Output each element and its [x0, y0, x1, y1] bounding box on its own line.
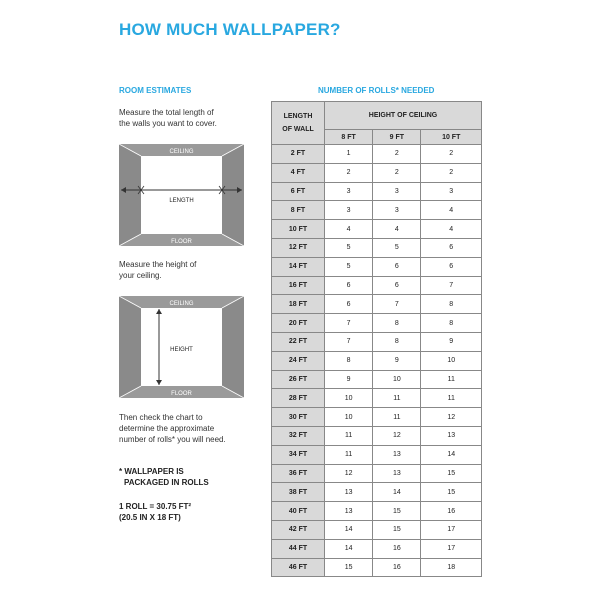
rolls-cell: 10 — [325, 408, 373, 427]
table-row — [272, 295, 482, 314]
wall-length-cell: 36 FT — [272, 464, 325, 483]
rolls-cell: 7 — [325, 332, 373, 351]
rolls-table-body — [272, 145, 482, 577]
rolls-cell: 18 — [421, 558, 482, 577]
wall-length-cell: 32 FT — [272, 426, 325, 445]
step2-line: Measure the height of — [119, 260, 197, 269]
footnote-line: * WALLPAPER IS — [119, 467, 184, 476]
rolls-cell: 14 — [373, 483, 421, 502]
rolls-cell: 13 — [373, 445, 421, 464]
rolls-cell: 7 — [325, 314, 373, 333]
table-row — [272, 145, 482, 164]
step1-text — [119, 107, 217, 129]
rolls-cell: 16 — [373, 558, 421, 577]
rolls-cell: 2 — [421, 163, 482, 182]
rolls-cell: 15 — [421, 464, 482, 483]
rolls-cell: 13 — [325, 502, 373, 521]
table-heading: NUMBER OF ROLLS* NEEDED — [318, 86, 435, 95]
step3-text — [119, 412, 226, 445]
table-row — [272, 201, 482, 220]
table-row — [272, 332, 482, 351]
rolls-cell: 11 — [421, 389, 482, 408]
wall-length-cell: 30 FT — [272, 408, 325, 427]
rolls-cell: 10 — [373, 370, 421, 389]
diagram2-floor-label: FLOOR — [171, 391, 192, 397]
table-row — [272, 238, 482, 257]
rolls-cell: 11 — [421, 370, 482, 389]
rolls-cell: 6 — [421, 257, 482, 276]
rolls-cell: 14 — [325, 539, 373, 558]
step2-text — [119, 259, 196, 281]
wall-length-cell: 22 FT — [272, 332, 325, 351]
roll-info — [119, 501, 191, 523]
table-row — [272, 182, 482, 201]
rolls-cell: 13 — [373, 464, 421, 483]
rolls-cell: 14 — [325, 520, 373, 539]
wall-length-cell: 46 FT — [272, 558, 325, 577]
table-row — [272, 220, 482, 239]
rolls-cell: 8 — [421, 314, 482, 333]
wall-length-cell: 4 FT — [272, 163, 325, 182]
rolls-cell: 2 — [373, 145, 421, 164]
rolls-cell: 15 — [373, 520, 421, 539]
rolls-cell: 9 — [373, 351, 421, 370]
step3-line: Then check the chart to — [119, 413, 203, 422]
rolls-cell: 7 — [421, 276, 482, 295]
wall-length-cell: 40 FT — [272, 502, 325, 521]
rolls-cell: 3 — [421, 182, 482, 201]
rolls-cell: 6 — [325, 295, 373, 314]
rolls-cell: 4 — [421, 220, 482, 239]
table-row — [272, 389, 482, 408]
rolls-cell: 8 — [421, 295, 482, 314]
table-row — [272, 314, 482, 333]
height-label: HEIGHT — [170, 347, 193, 353]
column-header: 10 FT — [421, 130, 482, 145]
table-row — [272, 163, 482, 182]
wall-length-cell: 10 FT — [272, 220, 325, 239]
rolls-cell: 11 — [325, 426, 373, 445]
table-row — [272, 445, 482, 464]
table-row — [272, 502, 482, 521]
wall-length-cell: 26 FT — [272, 370, 325, 389]
table-row — [272, 351, 482, 370]
height-diagram — [119, 296, 244, 398]
rolls-cell: 5 — [325, 257, 373, 276]
rolls-cell: 1 — [325, 145, 373, 164]
rolls-cell: 3 — [325, 182, 373, 201]
rolls-cell: 4 — [325, 220, 373, 239]
length-diagram — [119, 144, 244, 246]
step1-line: Measure the total length of — [119, 108, 214, 117]
roll-info-line: 1 ROLL = 30.75 FT² — [119, 502, 192, 511]
table-row — [272, 483, 482, 502]
step2-line: your ceiling. — [119, 271, 162, 280]
wall-length-cell: 20 FT — [272, 314, 325, 333]
footnote — [119, 466, 209, 488]
rolls-table — [271, 101, 482, 577]
column-header: 9 FT — [373, 130, 421, 145]
wall-length-cell: 42 FT — [272, 520, 325, 539]
rolls-cell: 3 — [325, 201, 373, 220]
rolls-cell: 12 — [421, 408, 482, 427]
rolls-cell: 2 — [325, 163, 373, 182]
wall-length-cell: 2 FT — [272, 145, 325, 164]
diagram1-floor-label: FLOOR — [171, 239, 192, 245]
wall-length-cell: 24 FT — [272, 351, 325, 370]
rolls-cell: 8 — [325, 351, 373, 370]
corner-line: LENGTH — [283, 113, 313, 120]
rolls-cell: 13 — [325, 483, 373, 502]
rolls-cell: 11 — [373, 389, 421, 408]
rolls-cell: 5 — [373, 238, 421, 257]
wall-length-cell: 28 FT — [272, 389, 325, 408]
rolls-cell: 12 — [373, 426, 421, 445]
rolls-cell: 9 — [325, 370, 373, 389]
table-row — [272, 520, 482, 539]
roll-info-line: (20.5 IN X 18 FT) — [119, 513, 181, 522]
table-row — [272, 426, 482, 445]
wall-length-cell: 12 FT — [272, 238, 325, 257]
rolls-cell: 17 — [421, 539, 482, 558]
rolls-cell: 6 — [373, 257, 421, 276]
rolls-cell: 10 — [421, 351, 482, 370]
rolls-cell: 6 — [373, 276, 421, 295]
step3-line: determine the approximate — [119, 424, 215, 433]
step3-line: number of rolls* you will need. — [119, 435, 226, 444]
wall-length-cell: 16 FT — [272, 276, 325, 295]
page-title: HOW MUCH WALLPAPER? — [119, 20, 341, 39]
rolls-cell: 7 — [373, 295, 421, 314]
wall-length-cell: 18 FT — [272, 295, 325, 314]
table-row — [272, 370, 482, 389]
rolls-cell: 15 — [325, 558, 373, 577]
ceiling-height-header: HEIGHT OF CEILING — [325, 102, 482, 130]
diagram2-ceiling-label: CEILING — [169, 301, 194, 307]
rolls-cell: 16 — [421, 502, 482, 521]
column-header: 8 FT — [325, 130, 373, 145]
rolls-cell: 2 — [421, 145, 482, 164]
length-of-wall-header — [272, 102, 325, 145]
rolls-cell: 4 — [373, 220, 421, 239]
wall-length-cell: 6 FT — [272, 182, 325, 201]
rolls-cell: 3 — [373, 201, 421, 220]
rolls-cell: 6 — [325, 276, 373, 295]
rolls-cell: 11 — [325, 445, 373, 464]
table-row — [272, 276, 482, 295]
room-estimates-heading: ROOM ESTIMATES — [119, 86, 192, 95]
length-label: LENGTH — [169, 198, 194, 204]
rolls-cell: 16 — [373, 539, 421, 558]
table-row — [272, 539, 482, 558]
rolls-cell: 3 — [373, 182, 421, 201]
rolls-cell: 15 — [373, 502, 421, 521]
rolls-cell: 4 — [421, 201, 482, 220]
rolls-cell: 15 — [421, 483, 482, 502]
rolls-cell: 14 — [421, 445, 482, 464]
rolls-cell: 9 — [421, 332, 482, 351]
wall-length-cell: 44 FT — [272, 539, 325, 558]
wall-length-cell: 8 FT — [272, 201, 325, 220]
table-row — [272, 464, 482, 483]
rolls-cell: 5 — [325, 238, 373, 257]
rolls-cell: 8 — [373, 314, 421, 333]
table-row — [272, 257, 482, 276]
footnote-line: PACKAGED IN ROLLS — [124, 478, 209, 487]
diagram1-ceiling-label: CEILING — [169, 149, 194, 155]
step1-line: the walls you want to cover. — [119, 119, 217, 128]
wall-length-cell: 14 FT — [272, 257, 325, 276]
table-row — [272, 408, 482, 427]
rolls-cell: 8 — [373, 332, 421, 351]
rolls-cell: 12 — [325, 464, 373, 483]
wall-length-cell: 34 FT — [272, 445, 325, 464]
rolls-cell: 2 — [373, 163, 421, 182]
rolls-cell: 11 — [373, 408, 421, 427]
rolls-cell: 10 — [325, 389, 373, 408]
rolls-cell: 13 — [421, 426, 482, 445]
rolls-cell: 17 — [421, 520, 482, 539]
rolls-cell: 6 — [421, 238, 482, 257]
corner-line: OF WALL — [282, 126, 314, 133]
table-row — [272, 558, 482, 577]
wall-length-cell: 38 FT — [272, 483, 325, 502]
